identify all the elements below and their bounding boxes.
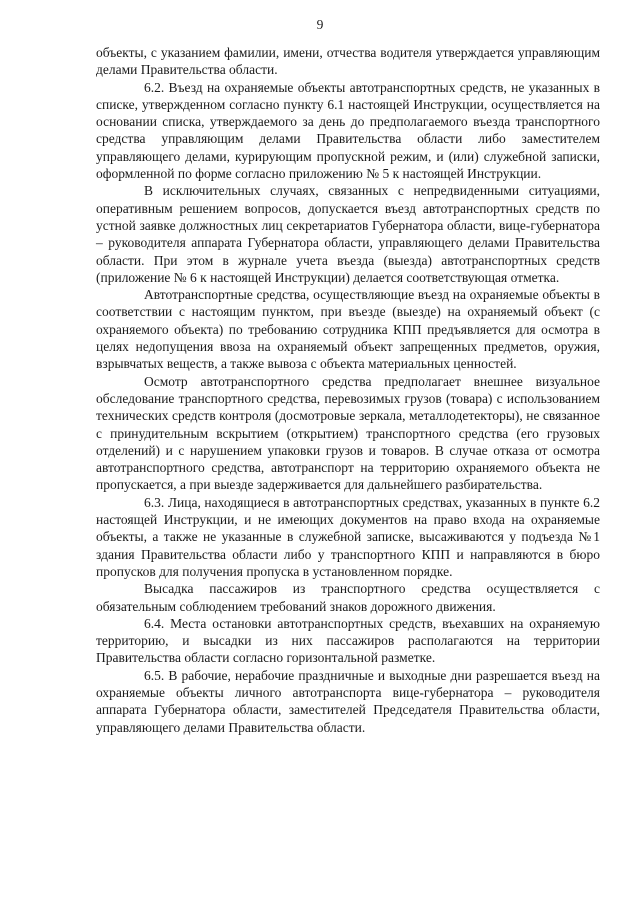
paragraph-exceptional-cases: В исключительных случаях, связанных с непредвиденными ситуациями, оперативным решением вопросов, допускается въезд автотранспортных средств по устной заявке должностных лиц секретариатов Губернатора области, вице-губернатора – руководителя аппарата Губернатора области, управляющего делами Правительства области. При этом в журнале учета въезда (выезда) автотранспортных средств (приложение № 6 к настоящей Инструкции) делается соответствующая отметка.	[96, 183, 600, 285]
paragraph-6-2: 6.2. Въезд на охраняемые объекты автотранспортных средств, не указанных в списке, утвержденном согласно пункту 6.1 настоящей Инструкции, осуществляется на основании списка, утверждаемого за день до предполагаемого въезда транспортного средства управляющим делами Правительства области либо заместителем управляющего делами, курирующим пропускной режим, и (или) служебной записки, оформленной по форме согласно приложению № 5 к настоящей Инструкции.	[96, 79, 600, 182]
paragraph-continuation: объекты, с указанием фамилии, имени, отчества водителя утверждается управляющим делами Правительства области.	[96, 45, 600, 78]
paragraph-6-5: 6.5. В рабочие, нерабочие праздничные и выходные дни разрешается въезд на охраняемые объекты личного автотранспорта вице-губернатора – руководителя аппарата Губернатора области, заместителей Председателя Правительства области, управляющего делами Правительства области.	[96, 667, 600, 735]
paragraph-passenger-dropoff: Высадка пассажиров из транспортного средства осуществляется с обязательным соблюдением требований знаков дорожного движения.	[96, 581, 600, 614]
paragraph-6-4: 6.4. Места остановки автотранспортных средств, въехавших на охраняемую территорию, и высадки из них пассажиров располагаются на территории Правительства области согласно горизонтальной разметке.	[96, 615, 600, 666]
document-body	[96, 44, 600, 736]
paragraph-6-3: 6.3. Лица, находящиеся в автотранспортных средствах, указанных в пункте 6.2 настоящей Инструкции, и не имеющих документов на право входа на охраняемые объекты, а также не указанные в служебной записке, высаживаются у подъезда №1 здания Правительства области либо у транспортного КПП и направляются в бюро пропусков для получения пропуска в установленном порядке.	[96, 494, 600, 579]
page-number: 9	[316, 17, 324, 32]
paragraph-inspection-procedure: Осмотр автотранспортного средства предполагает внешнее визуальное обследование транспортного средства, перевозимых грузов (товара) с использованием технических средств контроля (досмотровые зеркала, металлодетекторы), не связанное с принудительным вскрытием (открытием) транспортного средства (его грузовых отделений) и с нарушением упаковки грузов и товаров. В случае отказа от осмотра автотранспортного средства, автотранспорт на территорию охраняемого объекта не пропускается, а при выезде задерживается для дальнейшего разбирательства.	[96, 373, 600, 493]
paragraph-vehicle-inspection-requirement: Автотранспортные средства, осуществляющие въезд на охраняемые объекты в соответствии с настоящим пунктом, при въезде (выезде) на охраняемый объект (с охраняемого объекта) по требованию сотрудника КПП предъявляется для осмотра в целях недопущения ввоза на охраняемый объект запрещенных предметов, оружия, взрывчатых веществ, а также вывоза с объекта материальных ценностей.	[96, 287, 600, 372]
